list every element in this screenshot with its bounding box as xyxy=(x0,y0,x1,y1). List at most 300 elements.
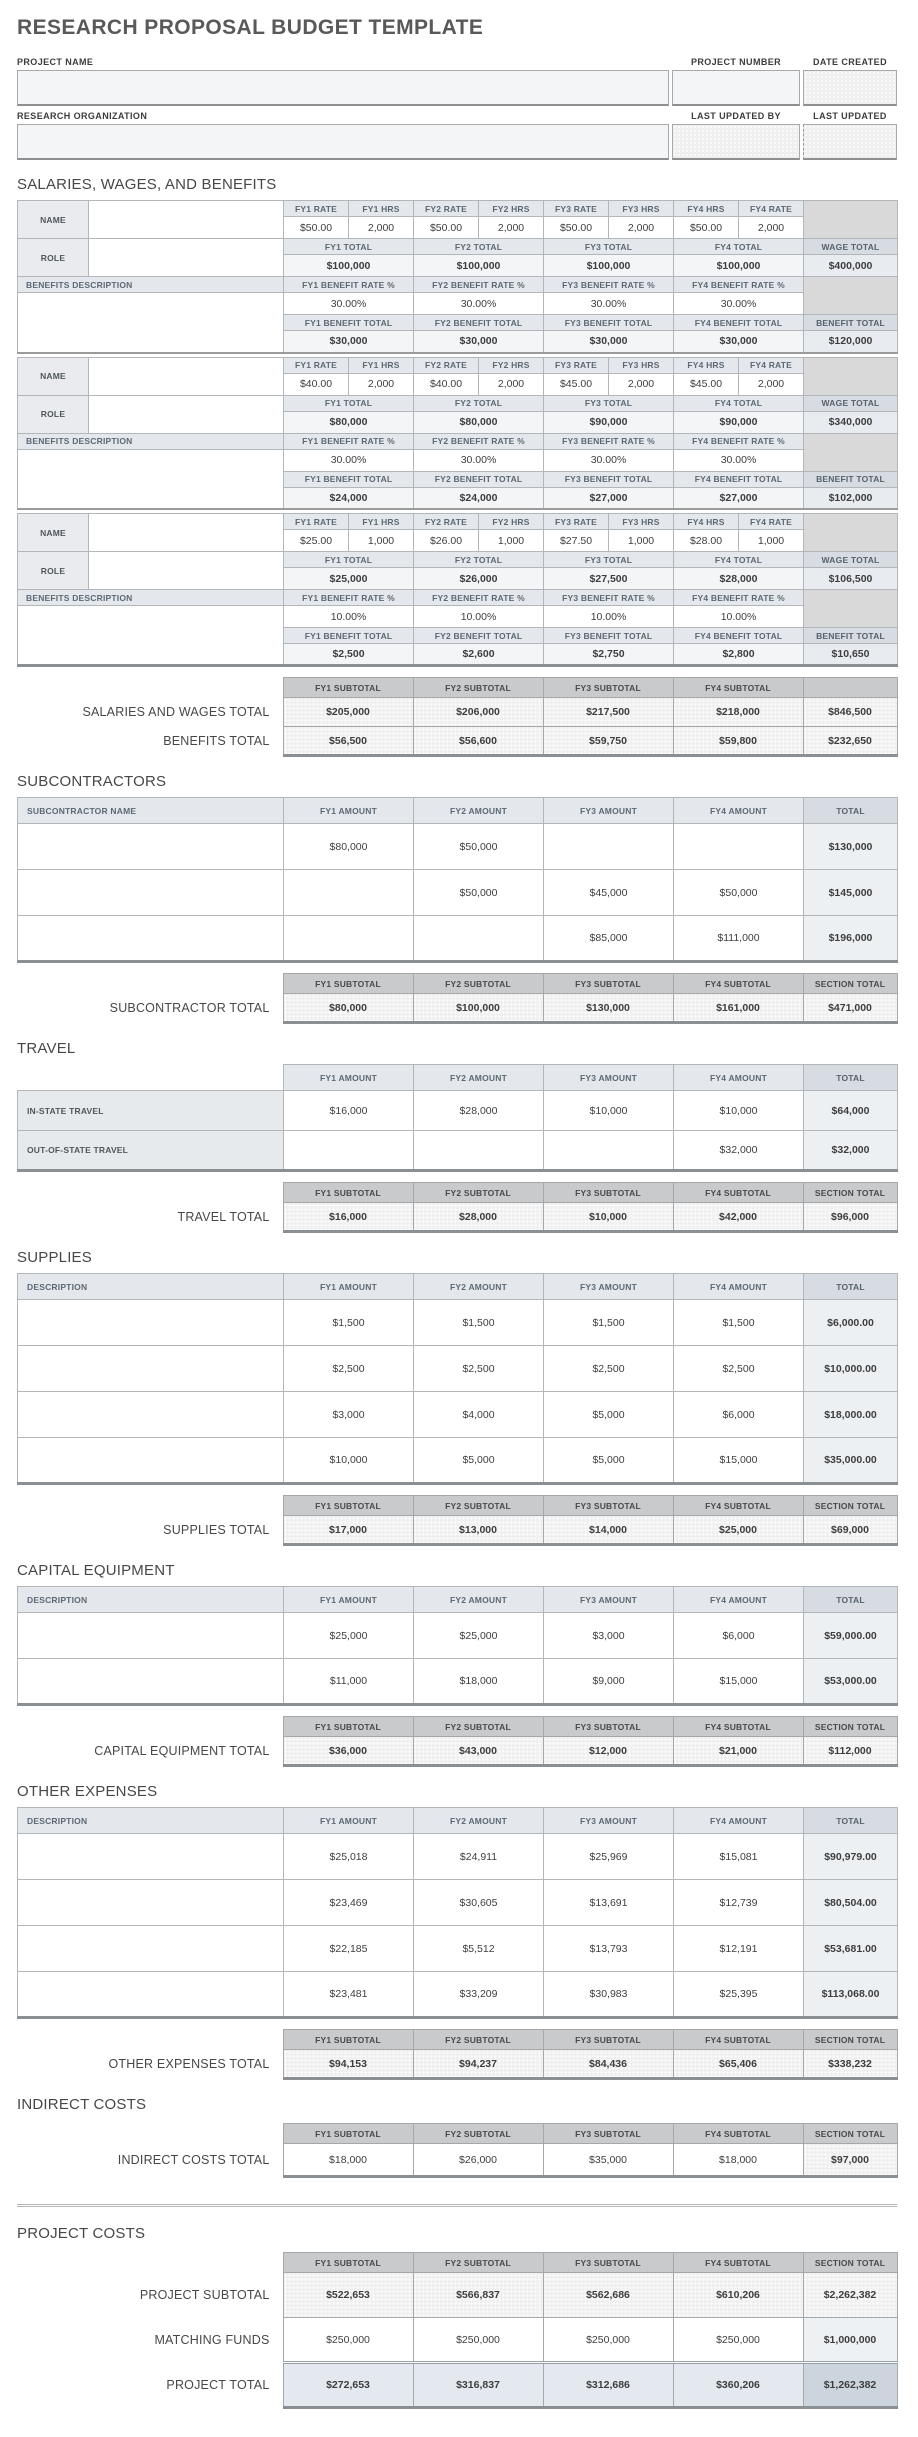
fy-total-cell: $90,000 xyxy=(544,411,674,433)
fy-subtotal-cell: $13,000 xyxy=(413,1516,543,1545)
amount-cell[interactable]: $23,469 xyxy=(284,1880,414,1926)
fy-total-cell: $26,000 xyxy=(414,568,544,590)
section-total-cell: $2,262,382 xyxy=(803,2273,897,2318)
spacer-cell xyxy=(17,1183,283,1203)
subcontractors-table xyxy=(17,797,898,963)
column-header: FY3 RATE xyxy=(544,514,609,530)
column-header: FY4 RATE xyxy=(739,201,804,217)
column-header: FY4 HRS xyxy=(674,514,739,530)
amount-cell[interactable]: $5,000 xyxy=(544,1392,674,1438)
rate-cell[interactable]: $45.00 xyxy=(674,373,739,395)
rate-cell[interactable]: 2,000 xyxy=(609,217,674,239)
spacer-cell xyxy=(804,277,898,315)
role-label: ROLE xyxy=(18,239,89,277)
indirect-costs-section-heading: INDIRECT COSTS xyxy=(17,2096,147,2113)
subtotal-header: FY4 SUBTOTAL xyxy=(673,2253,803,2273)
amount-cell[interactable]: $18,000 xyxy=(414,1659,544,1705)
fy-subtotal-cell[interactable]: $250,000 xyxy=(413,2318,543,2363)
amount-cell[interactable]: $30,983 xyxy=(544,1972,674,2018)
column-header: FY3 BENEFIT TOTAL xyxy=(544,471,674,487)
section-total-header: SECTION TOTAL xyxy=(803,1717,897,1737)
rate-cell[interactable]: $50.00 xyxy=(544,217,609,239)
amount-cell[interactable] xyxy=(284,870,414,916)
row-total-cell: $113,068.00 xyxy=(804,1972,898,2018)
description-cell[interactable] xyxy=(18,1300,284,1346)
amount-cell[interactable]: $25,969 xyxy=(544,1834,674,1880)
column-header: FY3 AMOUNT xyxy=(544,1065,674,1091)
fy-subtotal-cell[interactable]: $26,000 xyxy=(413,2144,543,2177)
fy-subtotal-cell: $10,000 xyxy=(543,1203,673,1232)
rate-cell[interactable]: $50.00 xyxy=(284,217,349,239)
capital-equipment-section-heading: CAPITAL EQUIPMENT xyxy=(17,1562,175,1579)
fy-subtotal-cell[interactable]: $250,000 xyxy=(673,2318,803,2363)
column-header: FY2 AMOUNT xyxy=(414,1274,544,1300)
benefit-rate-cell[interactable]: 10.00% xyxy=(674,606,804,628)
section-total-cell: $97,000 xyxy=(803,2144,897,2177)
summary-row-label: PROJECT TOTAL xyxy=(166,2378,270,2392)
benefit-total-cell: $30,000 xyxy=(544,331,674,353)
column-header: FY2 TOTAL xyxy=(414,552,544,568)
name-label: NAME xyxy=(18,514,89,552)
wage-total-cell: $106,500 xyxy=(804,568,898,590)
column-header: FY4 BENEFIT TOTAL xyxy=(674,471,804,487)
column-header: FY2 RATE xyxy=(414,357,479,373)
row-total-cell: $18,000.00 xyxy=(804,1392,898,1438)
rate-cell[interactable]: 2,000 xyxy=(349,217,414,239)
row-total-cell: $145,000 xyxy=(804,870,898,916)
benefit-total-header: BENEFIT TOTAL xyxy=(804,471,898,487)
amount-cell[interactable]: $10,000 xyxy=(284,1438,414,1484)
project-number-label: PROJECT NUMBER xyxy=(690,57,782,67)
column-header: FY3 TOTAL xyxy=(544,239,674,255)
section-total-header: SECTION TOTAL xyxy=(803,1496,897,1516)
rate-cell[interactable]: 1,000 xyxy=(479,530,544,552)
fy-total-cell: $100,000 xyxy=(284,255,414,277)
subtotal-header: FY4 SUBTOTAL xyxy=(673,1717,803,1737)
benefit-rate-cell[interactable]: 30.00% xyxy=(414,293,544,315)
project-costs-section-heading: PROJECT COSTS xyxy=(17,2225,146,2242)
other-expenses-summary-table xyxy=(17,2029,898,2080)
column-header: FY4 TOTAL xyxy=(674,552,804,568)
amount-cell[interactable]: $30,605 xyxy=(414,1880,544,1926)
supplies-section-heading: SUPPLIES xyxy=(17,1249,92,1266)
column-header: FY3 BENEFIT TOTAL xyxy=(544,628,674,644)
description-cell[interactable] xyxy=(18,1392,284,1438)
column-header: FY4 AMOUNT xyxy=(674,1065,804,1091)
salaries-summary-table xyxy=(17,677,898,757)
total-header: TOTAL xyxy=(804,798,898,824)
amount-cell[interactable]: $25,000 xyxy=(414,1613,544,1659)
rate-cell[interactable]: $45.00 xyxy=(544,373,609,395)
fy-subtotal-cell: $16,000 xyxy=(283,1203,413,1232)
column-header: FY3 HRS xyxy=(609,201,674,217)
column-header: FY2 AMOUNT xyxy=(414,798,544,824)
subcontractors-summary-table xyxy=(17,973,898,1024)
amount-cell[interactable]: $2,500 xyxy=(674,1346,804,1392)
amount-cell[interactable]: $12,191 xyxy=(674,1926,804,1972)
benefit-rate-cell[interactable]: 10.00% xyxy=(284,606,414,628)
amount-cell[interactable]: $50,000 xyxy=(414,824,544,870)
amount-cell[interactable]: $85,000 xyxy=(544,916,674,962)
summary-row-label: SALARIES AND WAGES TOTAL xyxy=(82,705,270,719)
subtotal-header: FY3 SUBTOTAL xyxy=(543,1496,673,1516)
benefit-total-cell: $27,000 xyxy=(544,487,674,509)
rate-cell[interactable]: $26.00 xyxy=(414,530,479,552)
row-total-cell: $35,000.00 xyxy=(804,1438,898,1484)
subtotal-header: FY3 SUBTOTAL xyxy=(543,1183,673,1203)
amount-cell[interactable]: $10,000 xyxy=(674,1091,804,1131)
amount-cell[interactable]: $2,500 xyxy=(414,1346,544,1392)
summary-row-label: SUPPLIES TOTAL xyxy=(163,1523,270,1537)
amount-cell[interactable]: $33,209 xyxy=(414,1972,544,2018)
total-header: TOTAL xyxy=(804,1808,898,1834)
amount-cell[interactable]: $3,000 xyxy=(544,1613,674,1659)
amount-cell[interactable]: $1,500 xyxy=(544,1300,674,1346)
subtotal-header: FY1 SUBTOTAL xyxy=(283,2124,413,2144)
subtotal-header: FY3 SUBTOTAL xyxy=(543,2124,673,2144)
benefit-rate-cell[interactable]: 30.00% xyxy=(284,293,414,315)
subtotal-header: FY2 SUBTOTAL xyxy=(413,2030,543,2050)
amount-cell[interactable]: $15,000 xyxy=(674,1438,804,1484)
amount-cell[interactable] xyxy=(284,1131,414,1171)
column-header: FY3 BENEFIT RATE % xyxy=(544,433,674,449)
supplies-table xyxy=(17,1273,898,1485)
benefits-description-cell[interactable] xyxy=(18,449,284,509)
row-total-cell: $59,000.00 xyxy=(804,1613,898,1659)
spacer-cell xyxy=(18,1065,284,1091)
role-label: ROLE xyxy=(18,552,89,590)
amount-cell[interactable]: $45,000 xyxy=(544,870,674,916)
name-label: NAME xyxy=(18,357,89,395)
travel-summary-table xyxy=(17,1182,898,1233)
benefit-total-cell: $24,000 xyxy=(414,487,544,509)
amount-cell[interactable]: $13,691 xyxy=(544,1880,674,1926)
subtotal-header: FY2 SUBTOTAL xyxy=(413,678,543,698)
amount-cell[interactable]: $10,000 xyxy=(544,1091,674,1131)
amount-cell[interactable]: $5,512 xyxy=(414,1926,544,1972)
column-header: FY1 TOTAL xyxy=(284,239,414,255)
description-cell[interactable] xyxy=(18,1659,284,1705)
rate-cell[interactable]: $25.00 xyxy=(284,530,349,552)
section-total-cell: $112,000 xyxy=(803,1737,897,1766)
project-info-row-1 xyxy=(17,52,897,106)
subtotal-header: FY3 SUBTOTAL xyxy=(543,678,673,698)
research-organization-field[interactable] xyxy=(17,124,669,160)
rate-cell[interactable]: 1,000 xyxy=(739,530,804,552)
subtotal-header: FY4 SUBTOTAL xyxy=(673,2030,803,2050)
first-column-header: DESCRIPTION xyxy=(18,1808,284,1834)
amount-cell[interactable]: $24,911 xyxy=(414,1834,544,1880)
benefit-rate-cell[interactable]: 30.00% xyxy=(544,449,674,471)
rate-cell[interactable]: 2,000 xyxy=(479,373,544,395)
fy-subtotal-cell: $14,000 xyxy=(543,1516,673,1545)
amount-cell[interactable]: $15,000 xyxy=(674,1659,804,1705)
employee-role-cell[interactable] xyxy=(89,395,284,433)
fy-subtotal-cell: $12,000 xyxy=(543,1737,673,1766)
benefit-rate-cell[interactable]: 10.00% xyxy=(414,606,544,628)
rate-cell[interactable]: $40.00 xyxy=(284,373,349,395)
amount-cell[interactable]: $6,000 xyxy=(674,1392,804,1438)
description-cell[interactable] xyxy=(18,1346,284,1392)
amount-cell[interactable]: $50,000 xyxy=(674,870,804,916)
employee-role-cell[interactable] xyxy=(89,239,284,277)
rate-cell[interactable]: 2,000 xyxy=(609,373,674,395)
column-header: FY1 AMOUNT xyxy=(284,1065,414,1091)
amount-cell[interactable]: $50,000 xyxy=(414,870,544,916)
benefits-description-cell[interactable] xyxy=(18,293,284,353)
description-cell[interactable] xyxy=(18,1834,284,1880)
column-header: FY4 BENEFIT RATE % xyxy=(674,590,804,606)
subtotal-header: FY1 SUBTOTAL xyxy=(283,1717,413,1737)
section-total-header xyxy=(803,678,897,698)
description-cell[interactable] xyxy=(18,1613,284,1659)
benefit-total-cell: $30,000 xyxy=(674,331,804,353)
subtotal-header: FY1 SUBTOTAL xyxy=(283,2030,413,2050)
row-total-cell: $32,000 xyxy=(804,1131,898,1171)
fy-subtotal-cell: $360,206 xyxy=(673,2363,803,2408)
subtotal-header: FY1 SUBTOTAL xyxy=(283,2253,413,2273)
capital-equipment-table xyxy=(17,1586,898,1706)
summary-row-label: OTHER EXPENSES TOTAL xyxy=(108,2057,270,2071)
amount-cell[interactable]: $25,395 xyxy=(674,1972,804,2018)
column-header: FY1 RATE xyxy=(284,201,349,217)
last-updated-by-label: LAST UPDATED BY xyxy=(691,111,781,121)
amount-cell[interactable]: $25,018 xyxy=(284,1834,414,1880)
salary-block-2 xyxy=(17,357,898,511)
amount-cell[interactable] xyxy=(414,1131,544,1171)
subtotal-header: FY4 SUBTOTAL xyxy=(673,974,803,994)
spacer-cell xyxy=(17,974,283,994)
fy-subtotal-cell: $312,686 xyxy=(543,2363,673,2408)
amount-cell[interactable] xyxy=(284,916,414,962)
row-total-cell: $80,504.00 xyxy=(804,1880,898,1926)
amount-cell[interactable]: $22,185 xyxy=(284,1926,414,1972)
amount-cell[interactable]: $32,000 xyxy=(674,1131,804,1171)
summary-row-label: MATCHING FUNDS xyxy=(154,2333,270,2347)
fy-subtotal-cell: $84,436 xyxy=(543,2050,673,2079)
fy-subtotal-cell: $25,000 xyxy=(673,1516,803,1545)
benefit-total-header: BENEFIT TOTAL xyxy=(804,315,898,331)
last-updated-field[interactable] xyxy=(803,124,897,160)
subtotal-header: FY4 SUBTOTAL xyxy=(673,1183,803,1203)
subcontractor-name-cell[interactable] xyxy=(18,824,284,870)
description-cell[interactable] xyxy=(18,1972,284,2018)
subtotal-header: FY3 SUBTOTAL xyxy=(543,1717,673,1737)
amount-cell[interactable]: $9,000 xyxy=(544,1659,674,1705)
benefit-rate-cell[interactable]: 30.00% xyxy=(544,293,674,315)
fy-subtotal-cell[interactable]: $18,000 xyxy=(673,2144,803,2177)
column-header: FY3 BENEFIT RATE % xyxy=(544,590,674,606)
amount-cell[interactable]: $1,500 xyxy=(284,1300,414,1346)
column-header: FY1 HRS xyxy=(349,514,414,530)
subtotal-header: FY4 SUBTOTAL xyxy=(673,2124,803,2144)
amount-cell[interactable]: $2,500 xyxy=(544,1346,674,1392)
summary-row-label: SUBCONTRACTOR TOTAL xyxy=(109,1001,270,1015)
summary-row-label: INDIRECT COSTS TOTAL xyxy=(117,2153,270,2167)
section-total-cell: $471,000 xyxy=(803,994,897,1023)
fy-total-cell: $80,000 xyxy=(414,411,544,433)
spacer-cell xyxy=(804,514,898,552)
rate-cell[interactable]: $50.00 xyxy=(414,217,479,239)
wage-total-cell: $400,000 xyxy=(804,255,898,277)
benefits-description-cell[interactable] xyxy=(18,606,284,666)
amount-cell[interactable] xyxy=(544,1131,674,1171)
amount-cell[interactable]: $5,000 xyxy=(544,1438,674,1484)
employee-name-cell[interactable] xyxy=(89,201,284,239)
column-header: FY1 HRS xyxy=(349,357,414,373)
other-expenses-section-heading: OTHER EXPENSES xyxy=(17,1783,158,1800)
amount-cell[interactable] xyxy=(544,824,674,870)
wage-total-header: WAGE TOTAL xyxy=(804,395,898,411)
column-header: FY1 AMOUNT xyxy=(284,1274,414,1300)
salary-block-1 xyxy=(17,200,898,354)
rate-cell[interactable]: 2,000 xyxy=(739,373,804,395)
amount-cell[interactable]: $2,500 xyxy=(284,1346,414,1392)
project-name-field[interactable] xyxy=(17,70,669,106)
benefit-rate-cell[interactable]: 30.00% xyxy=(284,449,414,471)
benefit-grand-total-cell: $120,000 xyxy=(804,331,898,353)
rate-cell[interactable]: $28.00 xyxy=(674,530,739,552)
row-total-cell: $130,000 xyxy=(804,824,898,870)
benefit-total-cell: $24,000 xyxy=(284,487,414,509)
benefit-total-cell: $2,750 xyxy=(544,644,674,666)
subtotal-header: FY2 SUBTOTAL xyxy=(413,1183,543,1203)
row-total-cell: $90,979.00 xyxy=(804,1834,898,1880)
total-header: TOTAL xyxy=(804,1274,898,1300)
amount-cell[interactable]: $16,000 xyxy=(284,1091,414,1131)
subcontractor-name-cell[interactable] xyxy=(18,916,284,962)
fy-subtotal-cell: $59,750 xyxy=(543,727,673,756)
description-cell[interactable] xyxy=(18,1926,284,1972)
subtotal-header: FY1 SUBTOTAL xyxy=(283,678,413,698)
description-cell[interactable] xyxy=(18,1438,284,1484)
spacer-cell xyxy=(804,357,898,395)
amount-cell[interactable]: $25,000 xyxy=(284,1613,414,1659)
fy-subtotal-cell[interactable]: $35,000 xyxy=(543,2144,673,2177)
spacer-cell xyxy=(804,433,898,471)
column-header: FY3 TOTAL xyxy=(544,395,674,411)
amount-cell[interactable]: $111,000 xyxy=(674,916,804,962)
amount-cell[interactable]: $11,000 xyxy=(284,1659,414,1705)
rate-cell[interactable]: 1,000 xyxy=(609,530,674,552)
column-header: FY1 AMOUNT xyxy=(284,1587,414,1613)
project-number-field[interactable] xyxy=(672,70,800,106)
column-header: FY4 TOTAL xyxy=(674,239,804,255)
column-header: FY3 RATE xyxy=(544,357,609,373)
amount-cell[interactable]: $13,793 xyxy=(544,1926,674,1972)
rate-cell[interactable]: 2,000 xyxy=(739,217,804,239)
amount-cell[interactable]: $1,500 xyxy=(414,1300,544,1346)
amount-cell[interactable]: $6,000 xyxy=(674,1613,804,1659)
column-header: FY2 BENEFIT RATE % xyxy=(414,277,544,293)
section-total-cell: $338,232 xyxy=(803,2050,897,2079)
fy-total-cell: $25,000 xyxy=(284,568,414,590)
amount-cell[interactable]: $28,000 xyxy=(414,1091,544,1131)
benefit-total-header: BENEFIT TOTAL xyxy=(804,628,898,644)
travel-row-label: OUT-OF-STATE TRAVEL xyxy=(18,1131,284,1171)
benefit-rate-cell[interactable]: 30.00% xyxy=(414,449,544,471)
fy-subtotal-cell: $28,000 xyxy=(413,1203,543,1232)
column-header: FY2 HRS xyxy=(479,357,544,373)
travel-row-label: IN-STATE TRAVEL xyxy=(18,1091,284,1131)
date-created-label: DATE CREATED xyxy=(813,57,887,67)
subcontractor-name-cell[interactable] xyxy=(18,870,284,916)
column-header: FY3 AMOUNT xyxy=(544,1808,674,1834)
employee-role-cell[interactable] xyxy=(89,552,284,590)
amount-cell[interactable]: $15,081 xyxy=(674,1834,804,1880)
section-total-cell: $232,650 xyxy=(803,727,897,756)
amount-cell[interactable]: $1,500 xyxy=(674,1300,804,1346)
benefits-description-label: BENEFITS DESCRIPTION xyxy=(18,277,284,293)
fy-subtotal-cell: $610,206 xyxy=(673,2273,803,2318)
amount-cell[interactable]: $23,481 xyxy=(284,1972,414,2018)
rate-cell[interactable]: $40.00 xyxy=(414,373,479,395)
fy-subtotal-cell[interactable]: $250,000 xyxy=(543,2318,673,2363)
employee-name-cell[interactable] xyxy=(89,357,284,395)
column-header: FY1 AMOUNT xyxy=(284,798,414,824)
fy-subtotal-cell: $42,000 xyxy=(673,1203,803,1232)
employee-name-cell[interactable] xyxy=(89,514,284,552)
subtotal-header: FY3 SUBTOTAL xyxy=(543,2253,673,2273)
fy-subtotal-cell: $17,000 xyxy=(283,1516,413,1545)
column-header: FY2 TOTAL xyxy=(414,395,544,411)
amount-cell[interactable]: $5,000 xyxy=(414,1438,544,1484)
amount-cell[interactable]: $3,000 xyxy=(284,1392,414,1438)
fy-subtotal-cell: $59,800 xyxy=(673,727,803,756)
fy-subtotal-cell: $94,153 xyxy=(283,2050,413,2079)
spacer-cell xyxy=(17,2253,283,2273)
fy-subtotal-cell[interactable]: $250,000 xyxy=(283,2318,413,2363)
benefit-rate-cell[interactable]: 30.00% xyxy=(674,449,804,471)
rate-cell[interactable]: 1,000 xyxy=(349,530,414,552)
fy-subtotal-cell: $80,000 xyxy=(283,994,413,1023)
fy-subtotal-cell: $36,000 xyxy=(283,1737,413,1766)
date-created-field[interactable] xyxy=(803,70,897,106)
column-header: FY2 BENEFIT TOTAL xyxy=(414,628,544,644)
amount-cell[interactable] xyxy=(414,916,544,962)
first-column-header: DESCRIPTION xyxy=(18,1587,284,1613)
description-cell[interactable] xyxy=(18,1880,284,1926)
column-header: FY4 AMOUNT xyxy=(674,1587,804,1613)
amount-cell[interactable] xyxy=(674,824,804,870)
last-updated-by-field[interactable] xyxy=(672,124,800,160)
research-organization-label: RESEARCH ORGANIZATION xyxy=(17,111,148,121)
amount-cell[interactable]: $4,000 xyxy=(414,1392,544,1438)
rate-cell[interactable]: 2,000 xyxy=(349,373,414,395)
amount-cell[interactable]: $80,000 xyxy=(284,824,414,870)
benefit-rate-cell[interactable]: 10.00% xyxy=(544,606,674,628)
rate-cell[interactable]: 2,000 xyxy=(479,217,544,239)
fy-subtotal-cell[interactable]: $18,000 xyxy=(283,2144,413,2177)
benefit-total-cell: $2,600 xyxy=(414,644,544,666)
benefit-total-cell: $2,800 xyxy=(674,644,804,666)
benefit-rate-cell[interactable]: 30.00% xyxy=(674,293,804,315)
project-name-label: PROJECT NAME xyxy=(17,57,94,67)
column-header: FY3 BENEFIT TOTAL xyxy=(544,315,674,331)
travel-table xyxy=(17,1064,898,1172)
column-header: FY2 AMOUNT xyxy=(414,1065,544,1091)
subtotal-header: FY2 SUBTOTAL xyxy=(413,1496,543,1516)
column-header: FY3 HRS xyxy=(609,514,674,530)
column-header: FY2 AMOUNT xyxy=(414,1587,544,1613)
rate-cell[interactable]: $27.50 xyxy=(544,530,609,552)
amount-cell[interactable]: $12,739 xyxy=(674,1880,804,1926)
section-divider xyxy=(17,2204,897,2207)
column-header: FY4 RATE xyxy=(739,514,804,530)
rate-cell[interactable]: $50.00 xyxy=(674,217,739,239)
column-header: FY4 AMOUNT xyxy=(674,1274,804,1300)
fy-subtotal-cell: $562,686 xyxy=(543,2273,673,2318)
